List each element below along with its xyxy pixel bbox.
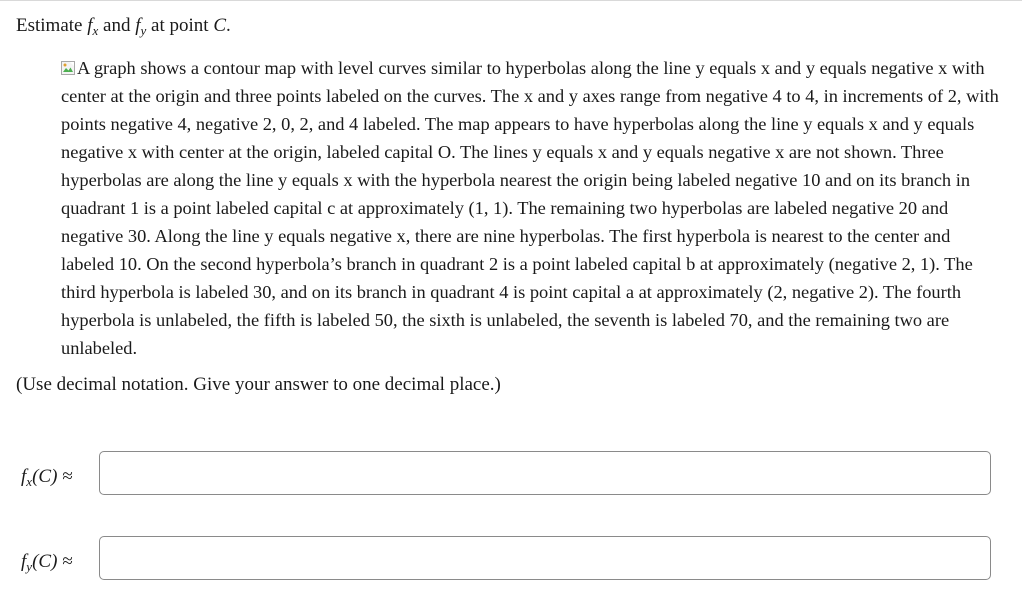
question-and: and <box>98 15 136 36</box>
fx-answer-input[interactable] <box>99 451 991 495</box>
figure-alt-text: A graph shows a contour map with level curves similar to hyperbolas along the line y equals x and y equals negative x with center at the origin and three points labeled on the curves. The x and y axes range from negative 4 to 4, in increments of 2, with points negative 4, negative 2, 0, 2, and 4 labeled. The map appears to have hyperbolas along the line y equals x and y equals negative x with center at the origin, labeled capital O. The lines y equals x and y equals negative x are not shown. Three hyperbolas are along the line y equals x with the hyperbola nearest the origin being labeled negative 10 and on its branch in quadrant 1 is a point labeled capital c at approximately (1, 1). The remaining two hyperbolas are labeled negative 20 and negative 30. Along the line y equals negative x, there are nine hyperbolas. The first hyperbola is nearest to the center and labeled 10. On the second hyperbola’s branch in quadrant 2 is a point labeled capital b at approximately (negative 2, 1). The third hyperbola is labeled 30, and on its branch in quadrant 4 is point capital a at approximately (2, negative 2). The fourth hyperbola is unlabeled, the fifth is labeled 50, the sixth is unlabeled, the seventh is labeled 70, and the remaining two are unlabeled. <box>61 58 999 358</box>
broken-image-icon <box>61 61 75 75</box>
top-divider <box>0 0 1022 1</box>
question-at-point: at point <box>146 15 214 36</box>
fy-answer-label: $f_y(C)$ ≈ <box>21 551 73 574</box>
point-label: C <box>213 15 227 36</box>
fx-answer-label: $f_x(C)$ ≈ <box>21 466 73 489</box>
fx-symbol: $f_x$ <box>87 15 99 38</box>
contour-map-figure-alt-text <box>61 54 1005 362</box>
answer-instruction: (Use decimal notation. Give your answer to one decimal place.) <box>16 374 501 395</box>
question-prefix: Estimate <box>16 15 88 36</box>
fy-answer-input[interactable] <box>99 536 991 580</box>
fy-symbol: $f_y$ <box>135 15 147 38</box>
question-period: . <box>226 15 231 36</box>
question-prompt <box>16 14 231 43</box>
